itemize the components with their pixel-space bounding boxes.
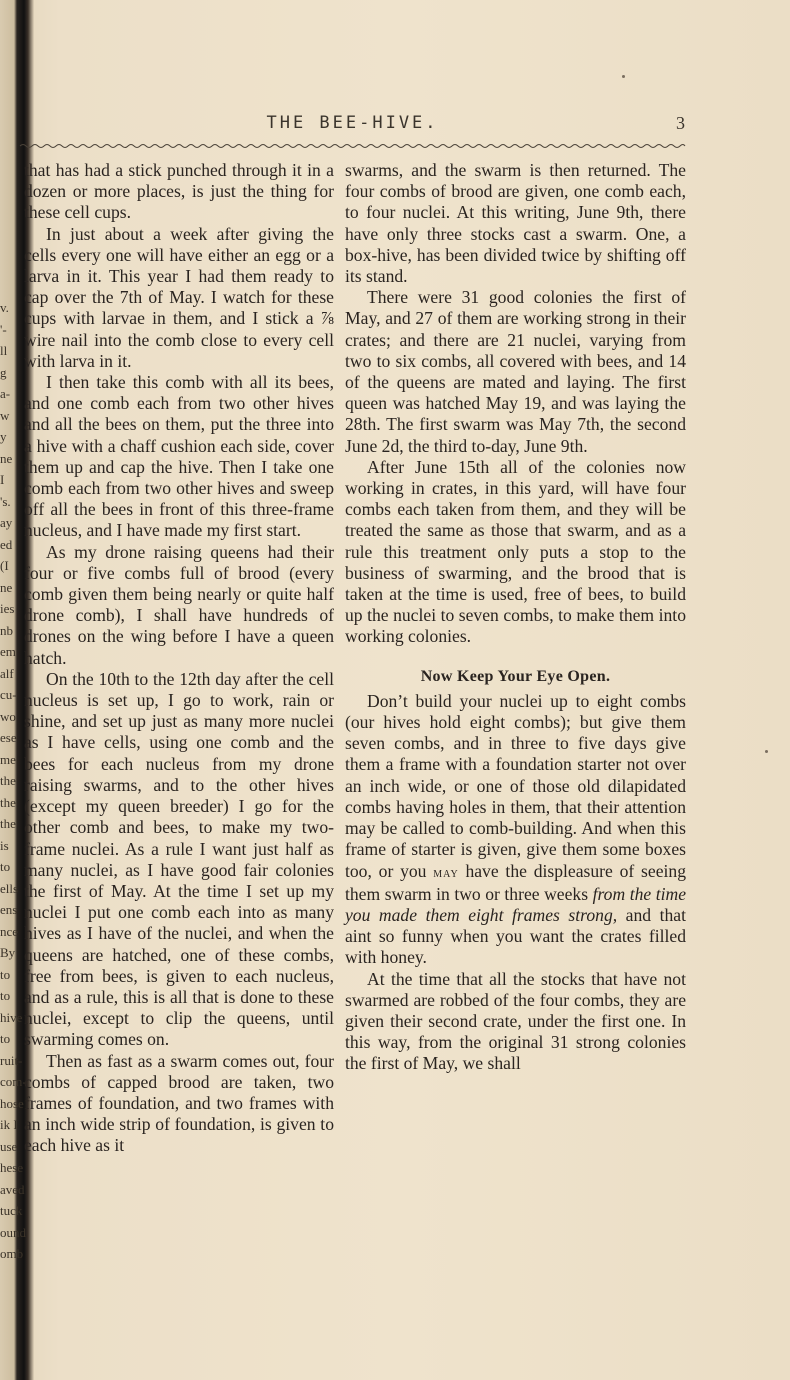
gutter-fragment: me	[0, 751, 16, 767]
gutter-fragment: is	[0, 837, 9, 853]
running-title: THE BEE-HIVE.	[266, 113, 439, 133]
gutter-fragment: ese	[0, 730, 17, 745]
gutter-fragment: to	[0, 859, 11, 874]
gutter-fragment: to	[0, 966, 11, 982]
paragraph: At the time that all the stocks that have not swarmed are robbed of the four combs, they are given their second crate, under the first one. In this way, from the original 31 strong colonies the first of May, we shall	[345, 968, 686, 1074]
gutter-fragment: ik I	[0, 1117, 18, 1132]
gutter-fragment: ies	[0, 601, 15, 616]
gutter-fragment: ne	[0, 579, 13, 595]
gutter-fragment: tuck	[0, 1203, 23, 1218]
gutter-fragment: ens	[0, 902, 18, 917]
gutter-fragment: to	[0, 988, 11, 1003]
gutter-fragment: wo	[0, 708, 16, 724]
gutter-fragment: By	[0, 945, 16, 960]
left-column	[24, 160, 334, 1157]
paper-speck	[622, 75, 625, 78]
page-header	[20, 113, 685, 143]
gutter-fragment: ed	[0, 536, 13, 552]
gutter-fragment: nb	[0, 622, 13, 638]
gutter-fragment: (I	[0, 558, 9, 573]
gutter-fragment: I	[0, 472, 5, 487]
section-heading: Now Keep Your Eye Open.	[420, 667, 611, 685]
gutter-fragment: the	[0, 794, 16, 810]
header-wavy-rule	[20, 143, 685, 149]
gutter-fragment: y	[0, 429, 7, 444]
gutter-fragment: the	[0, 773, 16, 788]
gutter-fragment: nce	[0, 923, 19, 939]
gutter-fragment: com-	[0, 1074, 27, 1089]
facing-page-gutter	[0, 0, 27, 1380]
gutter-fragment: alf	[0, 665, 14, 681]
paragraph	[345, 691, 686, 969]
gutter-fragment: use	[0, 1138, 18, 1154]
right-column	[345, 160, 686, 1075]
gutter-fragment: g	[0, 364, 7, 380]
gutter-fragment: ay	[0, 515, 13, 530]
page-number: 3	[676, 113, 685, 133]
gutter-fragment: omb	[0, 1246, 24, 1261]
paragraph: As my drone raising queens had their four or five combs full of brood (every comb given them being nearly or quite half drone comb), I shall have hundreds of drones on the wing before I have a queen hatch.	[24, 541, 334, 668]
text-run: and that aint so funny when you want the crates filled with honey.	[345, 904, 686, 968]
gutter-fragment: aved	[0, 1181, 25, 1197]
gutter-fragment: hose	[0, 1095, 24, 1111]
gutter-fragment: em	[0, 644, 16, 659]
paragraph: After June 15th all of the colonies now working in crates, in this yard, will have four combs each taken from them, and they will be treated the same as those that swarm, and as a rule this treatment only puts a stop to the business of swarming, and the brood that is taken at the time is used, free of bees, to build up the nuclei to seven combs, to make them into working colonies.	[345, 456, 686, 647]
paragraph: swarms, and the swarm is then returned. The four combs of brood are given, one comb each, to four nuclei. At this writing, June 9th, there have only three stocks cast a swarm. One, a box-hive, has been divided twice by shifting off its stand.	[345, 160, 686, 287]
gutter-fragment: hese	[0, 1160, 24, 1175]
gutter-fragment: ound	[0, 1224, 26, 1240]
gutter-fragment: 's.	[0, 493, 11, 509]
gutter-fragment: ells	[0, 880, 19, 896]
paragraph: Then as fast as a swarm comes out, four combs of capped brood are taken, two frames of foundation, and two frames with an inch wide strip of foundation, is given to each hive as it	[24, 1050, 334, 1156]
text-run: Don’t build your nuclei up to eight combs (our hives hold eight combs); but give them seven combs, and in three to five days give them a frame with a foundation starter not over an inch wide, or one of those old dilapidated combs having holes in them, that their attention may be called to comb-building. And when this frame of starter is given, give them some boxes too, or you	[345, 690, 686, 881]
gutter-fragment: ne	[0, 450, 13, 466]
gutter-fragment: ll	[0, 343, 8, 358]
paragraph: that has had a stick punched through it in a dozen or more places, is just the thing for these cell cups.	[24, 160, 334, 223]
paragraph: In just about a week after giving the cells every one will have either an egg or a larva in it. This year I had them ready to cap over the 7th of May. I watch for these cups with larvae in them, and I stick a ⅞ wire nail into the comb close to every cell with larva in it.	[24, 223, 334, 371]
gutter-fragment: ruit-	[0, 1052, 23, 1068]
paper-speck	[765, 750, 768, 753]
text-run: have the displeasure of seeing them swarm in two or three weeks	[345, 860, 686, 904]
gutter-fragment: '-	[0, 321, 7, 337]
italic-text: from the time you made them eight frames strong,	[345, 883, 687, 925]
gutter-fragment: w	[0, 407, 10, 423]
gutter-fragment: hive	[0, 1009, 23, 1025]
paragraph: I then take this comb with all its bees, and one comb each from two other hives and all the bees on them, put the three into a hive with a chaff cushion each side, cover them up and cap the hive. Then I take one comb each from two other hives and sweep off all the bees in front of this three-frame nucleus, and I have made my first start.	[24, 372, 334, 541]
gutter-fragment: v.	[0, 300, 9, 315]
gutter-fragment: cu-	[0, 687, 17, 702]
gutter-fragment: the	[0, 816, 16, 831]
gutter-fragment: to	[0, 1031, 11, 1046]
gutter-fragment: a-	[0, 386, 11, 401]
paragraph: On the 10th to the 12th day after the cell nucleus is set up, I go to work, rain or shine, and set up just as many more nuclei as I have cells, using one comb and the bees for each nucleus from my drone raising swarms, and to the other hives (except my queen breeder) I go for the other comb and bees, to make my two-frame nuclei. As a rule I want just half as many nuclei, as I have good fair colonies the first of May. At the time I set up my nuclei I put one comb each into as many hives as I have of the nuclei, and when the queens are hatched, one of these combs, free from bees, is given to each nucleus, and as a rule, this is all that is done to these nuclei, except to clip the queens, until swarming comes on.	[24, 668, 334, 1050]
small-caps-text: may	[433, 865, 459, 881]
paragraph: There were 31 good colonies the first of May, and 27 of them are working strong in their crates; and there are 21 nuclei, varying from two to six combs, all covered with bees, and 14 of the queens are mated and laying. The first queen was hatched May 19, and was laying the 28th. The first swarm was May 7th, the second June 2d, the third to-day, June 9th.	[345, 287, 686, 456]
